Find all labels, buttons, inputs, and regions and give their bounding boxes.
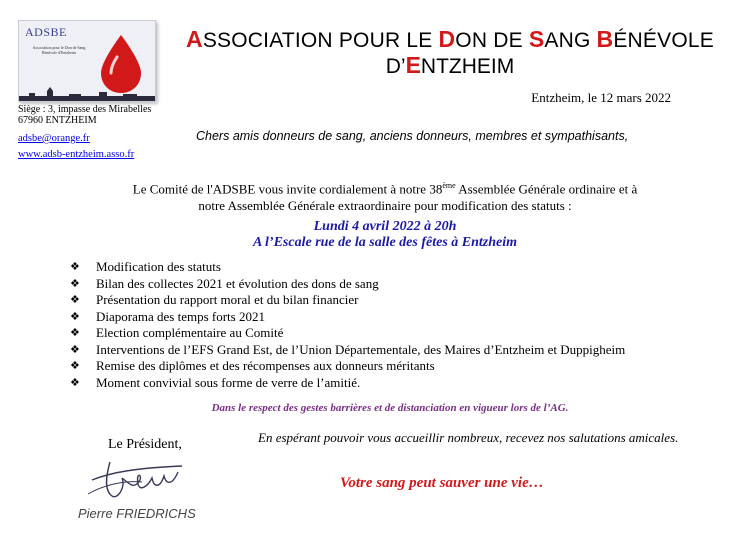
- sanitary-note: Dans le respect des gestes barrières et de distanciation en vigueur lors de l’AG.: [211, 402, 569, 414]
- closing-salutation: En espérant pouvoir vous accueillir nombreux, recevez nos salutations amicales.: [258, 430, 679, 445]
- blood-drop-icon: [97, 33, 145, 95]
- title-text: ON DE: [455, 29, 529, 52]
- invitation-part2: Assemblée Générale ordinaire et à: [455, 181, 638, 197]
- postal-code-city: 67960 ENTZHEIM: [18, 115, 97, 126]
- title-text: ANG: [544, 29, 597, 52]
- invitation-line2: notre Assemblée Générale extraordinaire pour modification des statuts :: [198, 198, 572, 214]
- title-initial: D: [438, 26, 456, 52]
- logo-name: ADSBE: [25, 25, 67, 39]
- agenda-item: [70, 309, 625, 326]
- diamond-bullet-icon: ❖: [70, 277, 80, 290]
- association-title-line2: [160, 52, 740, 79]
- agenda-item: [70, 259, 625, 276]
- agenda-item-text: Election complémentaire au Comité: [96, 325, 284, 340]
- title-initial: B: [596, 26, 614, 52]
- title-text: D’: [385, 55, 406, 78]
- title-initial: E: [405, 52, 421, 78]
- siege-address: Siège : 3, impasse des Mirabelles: [18, 104, 152, 115]
- website-link[interactable]: www.adsb-entzheim.asso.fr: [18, 149, 135, 160]
- agenda-list: [70, 259, 625, 391]
- title-text: SSOCIATION POUR LE: [202, 29, 439, 52]
- agenda-item: [70, 292, 625, 309]
- title-text: NTZHEIM: [420, 55, 515, 78]
- agenda-item-text: Modification des statuts: [96, 259, 221, 274]
- diamond-bullet-icon: ❖: [70, 343, 80, 356]
- meeting-place: A l’Escale rue de la salle des fêtes à Entzheim: [252, 235, 518, 250]
- president-name: Pierre FRIEDRICHS: [78, 506, 196, 521]
- email-link[interactable]: adsbe@orange.fr: [18, 133, 90, 144]
- village-silhouette-icon: [19, 87, 155, 101]
- diamond-bullet-icon: ❖: [70, 376, 80, 389]
- diamond-bullet-icon: ❖: [70, 327, 80, 339]
- title-initial: A: [186, 26, 203, 52]
- title-initial: S: [528, 26, 545, 52]
- agenda-item-text: Remise des diplômes et des récompenses aux donneurs méritants: [96, 358, 435, 373]
- handwritten-signature-icon: [82, 450, 202, 506]
- president-label: Le Président,: [108, 437, 182, 452]
- agenda-item-text: Moment convivial sous forme de verre de l’amitié.: [96, 374, 361, 390]
- greeting: Chers amis donneurs de sang, anciens donneurs, membres et sympathisants,: [196, 129, 629, 143]
- invitation-text: [80, 177, 690, 214]
- agenda-item-text: Présentation du rapport moral et du bilan financier: [96, 292, 359, 307]
- diamond-bullet-icon: ❖: [70, 261, 80, 273]
- diamond-bullet-icon: ❖: [70, 360, 80, 372]
- agenda-item-text: Bilan des collectes 2021 et évolution des dons de sang: [96, 275, 379, 291]
- ordinal-suffix: ème: [442, 181, 456, 190]
- agenda-item-text: Diaporama des temps forts 2021: [96, 308, 265, 324]
- agenda-item: [70, 325, 625, 342]
- meeting-date: Lundi 4 avril 2022 à 20h: [313, 219, 457, 234]
- agenda-item: [70, 342, 625, 359]
- agenda-item: [70, 375, 625, 392]
- logo-subtitle: Association pour le Don de Sang Bénévole d'Entzheim: [32, 45, 86, 55]
- title-text: ÉNÉVOLE: [613, 29, 714, 52]
- letter-date: Entzheim, le 12 mars 2022: [531, 90, 671, 105]
- association-logo: [18, 20, 156, 102]
- agenda-item: [70, 276, 625, 293]
- agenda-item-text: Interventions de l’EFS Grand Est, de l’Union Départementale, des Maires d’Entzheim et Duppigheim: [96, 341, 626, 357]
- diamond-bullet-icon: ❖: [70, 310, 80, 323]
- motto: Votre sang peut sauver une vie…: [340, 475, 544, 491]
- diamond-bullet-icon: ❖: [70, 294, 80, 306]
- association-title-line1: [160, 26, 740, 53]
- invitation-part1: Le Comité de l'ADSBE vous invite cordialement à notre 38: [132, 181, 443, 197]
- agenda-item: [70, 358, 625, 375]
